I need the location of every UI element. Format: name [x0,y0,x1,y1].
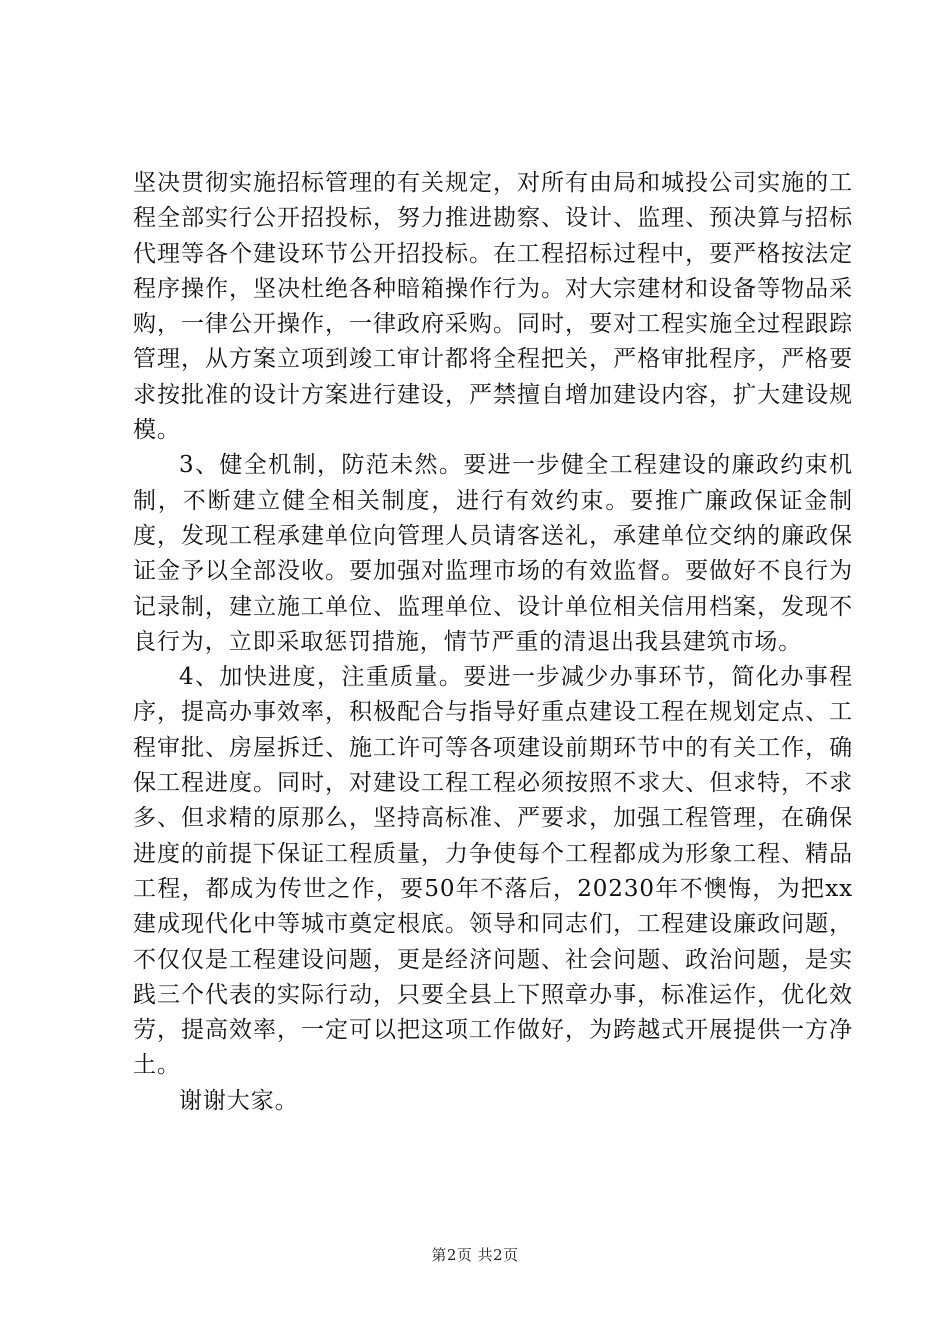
page-footer: 第2页 共2页 [431,1246,519,1264]
paragraph-closing: 谢谢大家。 [179,1087,299,1114]
paragraph-progress-quality: 4、加快进度，注重质量。要进一步减少办事环节，简化办事程序，提高办事效率，积极配合与指导好重点建设工程在规划定点、工程审批、房屋拆迁、施工许可等各项建设前期环节中的有关工作，确保工程进度。同时，对建设工程工程必须按照不求大、但求特，不求多、但求精的原那么，坚持高标准、严要求，加强工程管理，在确保进度的前提下保证工程质量，力争使每个工程都成为形象工程、精品工程，都成为传世之作，要50年不落后，20230年不懊悔，为把xx建成现代化中等城市奠定根底。领导和同志们，工程建设廉政问题，不仅仅是工程建设问题，更是经济问题、社会问题、政治问题，是实践三个代表的实际行动，只要全县上下照章办事，标准运作，优化效劳，提高效率，一定可以把这项工作做好，为跨越式开展提供一方净土。 [133,664,853,1079]
document-body [133,166,853,1119]
paragraph-bidding-rules: 坚决贯彻实施招标管理的有关规定，对所有由局和城投公司实施的工程全部实行公开招投标，努力推进勘察、设计、监理、预决算与招标代理等各个建设环节公开招投标。在工程招标过程中，要严格按法定程序操作，坚决杜绝各种暗箱操作行为。对大宗建材和设备等物品采购，一律公开操作，一律政府采购。同时，要对工程实施全过程跟踪管理，从方案立项到竣工审计都将全程把关，严格审批程序，严格要求按批准的设计方案进行建设，严禁擅自增加建设内容，扩大建设规模。 [133,170,853,444]
paragraph-mechanism: 3、健全机制，防范未然。要进一步健全工程建设的廉政约束机制，不断建立健全相关制度，进行有效约束。要推广廉政保证金制度，发现工程承建单位向管理人员请客送礼，承建单位交纳的廉政保证金予以全部没收。要加强对监理市场的有效监督。要做好不良行为记录制，建立施工单位、监理单位、设计单位相关信用档案，发现不良行为，立即采取惩罚措施，情节严重的清退出我县建筑市场。 [133,452,853,655]
